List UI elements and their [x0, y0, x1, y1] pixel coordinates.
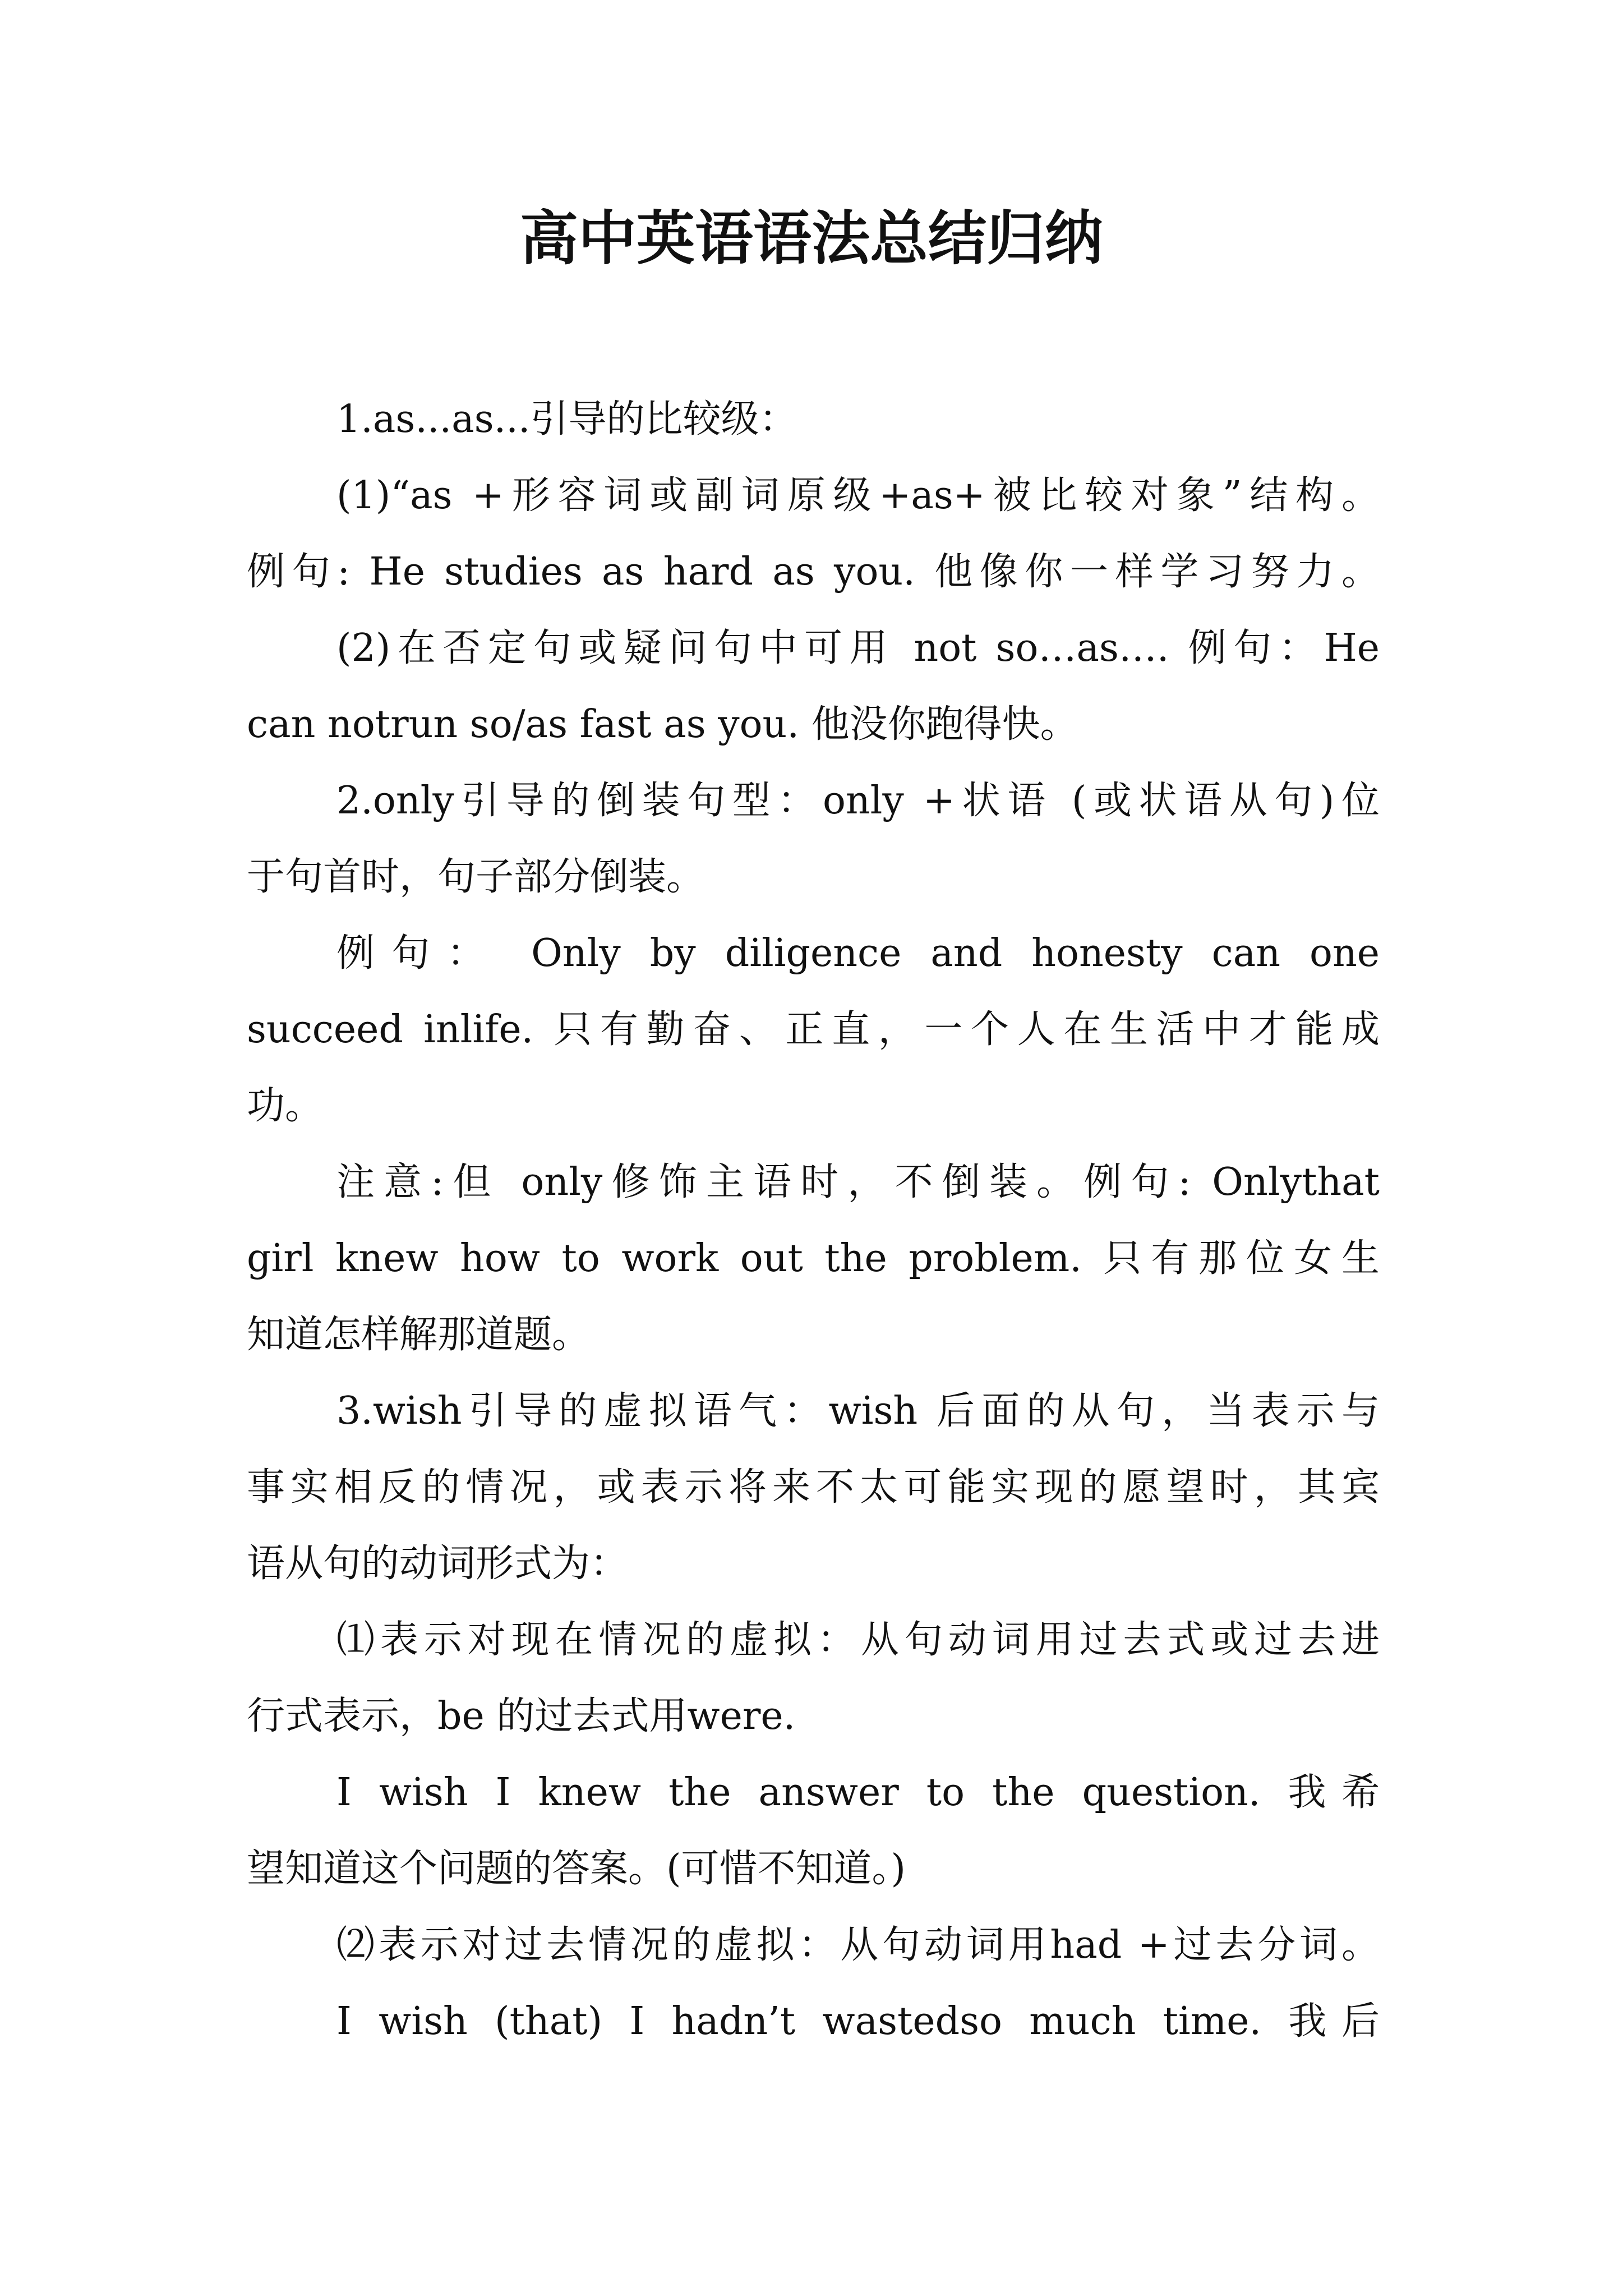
paragraph-line: 于句首时，句子部分倒装。: [247, 855, 705, 899]
paragraph-line: 语从句的动词形式为：: [247, 1542, 629, 1586]
paragraph-line: girl knew how to work out the problem. 只有那位女生: [247, 1236, 1380, 1281]
page-title: 高中英语语法总结归纳: [519, 204, 1103, 273]
paragraph-line: 注意:但 only修饰主语时，不倒装。例句: Onlythat: [336, 1160, 1380, 1204]
document-body: [247, 381, 1380, 2060]
paragraph-line: 事实相反的情况，或表示将来不太可能实现的愿望时，其宾: [247, 1465, 1380, 1510]
paragraph-line: 3.wish引导的虚拟语气：wish 后面的从句，当表示与: [336, 1389, 1380, 1433]
paragraph-line: I wish (that) I hadn’t wastedso much time. 我后: [336, 1999, 1380, 2044]
paragraph-line: succeed inlife. 只有勤奋、正直，一个人在生活中才能成: [247, 1007, 1380, 1052]
paragraph-line: 例句: He studies as hard as you. 他像你一样学习努力。: [247, 550, 1380, 594]
paragraph-line: ⑴表示对现在情况的虚拟：从句动词用过去式或过去进: [336, 1618, 1380, 1662]
paragraph-line: can notrun so/as fast as you. 他没你跑得快。: [247, 702, 1078, 747]
paragraph-line: (1)“as +形容词或副词原级+as+被比较对象”结构。: [336, 473, 1380, 518]
paragraph-line: 2.only引导的倒装句型：only +状语 (或状语从句)位: [336, 779, 1380, 823]
paragraph-line: ⑵表示对过去情况的虚拟：从句动词用had +过去分词。: [336, 1923, 1380, 1967]
paragraph-line: 功。: [247, 1084, 324, 1128]
paragraph-line: 望知道这个问题的答案。(可惜不知道。): [247, 1847, 906, 1891]
paragraph-line: 1.as...as...引导的比较级：: [336, 397, 797, 441]
paragraph-line: 行式表示，be 的过去式用were.: [247, 1694, 796, 1738]
paragraph-line: 知道怎样解那道题。: [247, 1313, 591, 1357]
paragraph-line: 例句： Only by diligence and honesty can one: [336, 931, 1380, 976]
paragraph-line: (2)在否定句或疑问句中可用 not so…as…. 例句：He: [336, 626, 1380, 670]
paragraph-line: I wish I knew the answer to the question. 我希: [336, 1770, 1380, 1815]
